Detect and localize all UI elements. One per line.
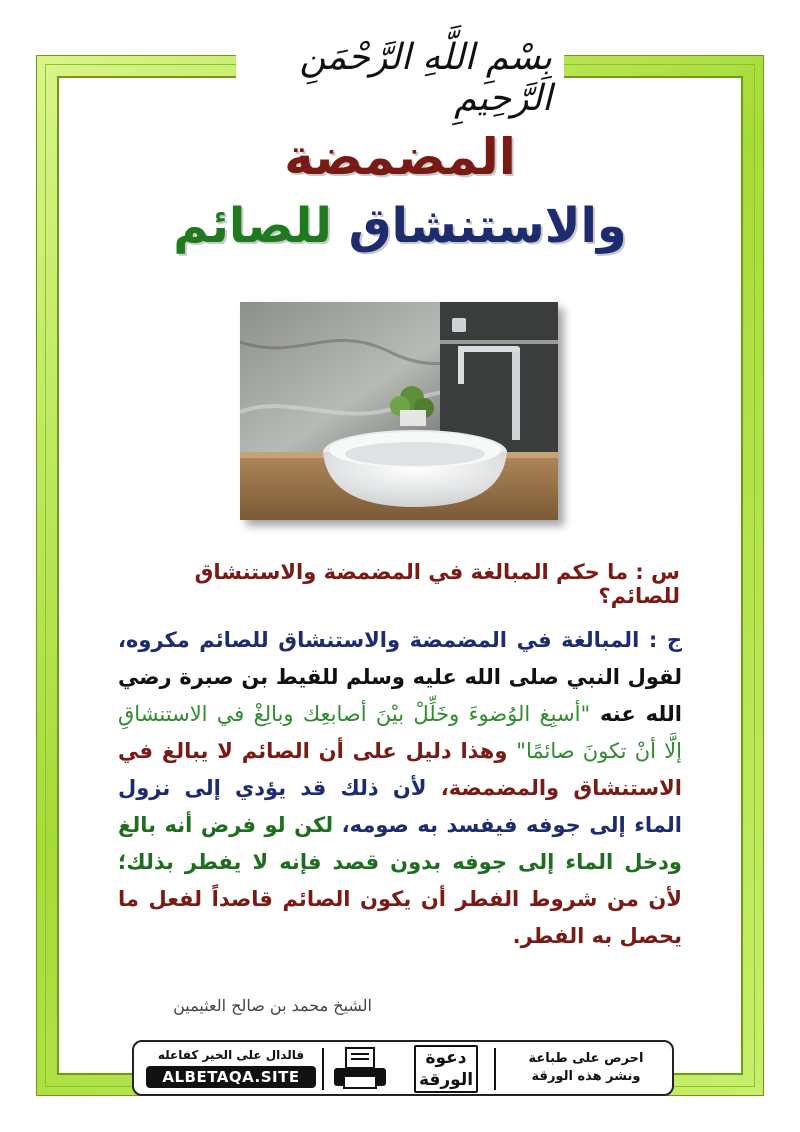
page-title-line1: المضمضة [284,128,516,186]
faucet [512,348,520,440]
answer-line-5: لأن ذلك قد يؤدي إلى نزول الماء إلى جوفه [118,776,682,837]
answer-line-7: لكن لو فرض أنه بالغ ودخل الماء إلى جوفه بدون قصد فإنه لا يفطر بذلك؛ [118,813,682,874]
footer-left [146,1048,316,1088]
logo-text-bottom: الورقة [418,1070,474,1090]
hadith-text: "أسبِغ الوُضوءَ وخَلِّلْ بيْنَ أصابعِك وبالِغْ في الاستنشاقِ إلَّا أنْ تكونَ صائمًا" [118,702,682,763]
footer-right [506,1050,666,1086]
answer-line-6: فيفسد به صومه، [341,813,518,837]
question-text: س : ما حكم المبالغة في المضمضة والاستنشاق للصائم؟ [194,560,680,608]
dawa-waraqa-logo [414,1045,478,1093]
footer-banner [132,1040,674,1096]
title-part-lissaim: للصائم [173,198,332,254]
title-part-istinshaq: والاستنشاق [348,198,627,254]
signature: الشيخ محمد بن صالح العثيمين [173,996,372,1015]
footer-divider [322,1048,324,1090]
answer-text [118,622,682,955]
answer-line-1: ج : المبالغة في المضمضة والاستنشاق للصائم مكروه، [118,628,682,652]
sink-photo [240,302,558,520]
answer-line-8: لأن من شروط الفطر أن يكون الصائم قاصداً لفعل ما يحصل به الفطر. [118,887,682,948]
printer-icon [330,1046,390,1092]
basmala-calligraphy: بِسْمِ اللَّهِ الرَّحْمَنِ الرَّحِيمِ [299,37,552,119]
footer-slogan: فالدال على الخير كفاعله [157,1048,305,1062]
footer-site-link[interactable]: ALBETAQA.SITE [146,1066,316,1088]
page-title-line2 [120,198,680,254]
logo-text-top: دعوة [425,1048,467,1068]
footer-print-line2: ونشر هذه الورقة [531,1069,641,1084]
answer-line-3-label: عنه [600,702,636,726]
answer-line-4: وهذا دليل على أن الصائم لا يبالغ في الاستنشاق والمضمضة، [118,739,683,800]
footer-print-line1: احرص على طباعة [528,1051,644,1066]
sink-illustration [240,302,558,520]
footer-divider-2 [494,1048,496,1090]
answer-line-2: لقول النبي صلى الله عليه وسلم للقيط بن صبرة رضي الله [118,665,683,726]
